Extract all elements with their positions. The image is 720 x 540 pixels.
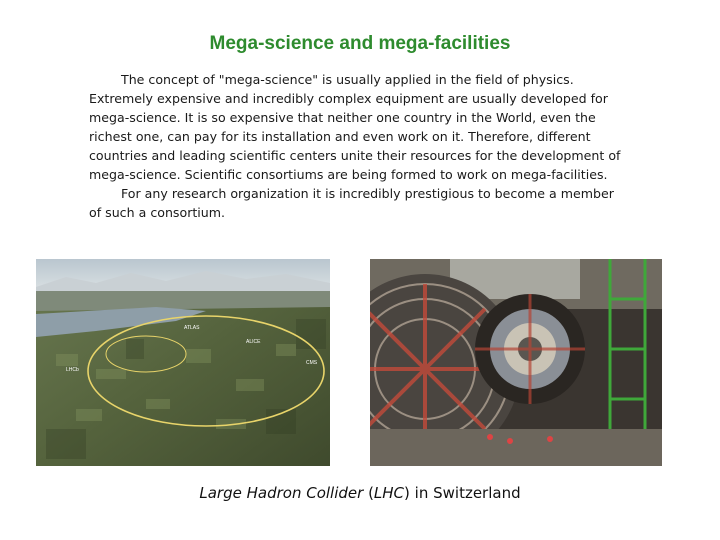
caption-abbr: LHC (373, 484, 405, 502)
image-caption (0, 484, 720, 502)
slide-title: Mega-science and mega-facilities (209, 33, 511, 54)
detector-photo-graphic (370, 259, 662, 466)
caption-italic: Large Hadron Collider (199, 484, 364, 502)
aerial-lhc-image (36, 259, 330, 466)
paragraph-2: For any research organization it is incredibly prestigious to become a member of such a consortium. (89, 186, 614, 220)
body-text (89, 70, 621, 222)
caption-open-paren: ( (363, 484, 374, 502)
aerial-photo-graphic (36, 259, 330, 466)
ring-label-atlas: ATLAS (184, 325, 200, 331)
paragraph-1: The concept of "mega-science" is usually applied in the field of physics. Extremely expensive and incredibly complex equipment are usually developed for mega-science. It is so expensive that neither one country in the World, even the richest one, can pay for its installation and even work on it. Therefore, different countries and leading scientific centers unite their resources for the development of mega-science. Scientific consortiums are being formed to work on mega-facilities. (89, 72, 621, 182)
ring-label-lhcb: LHCb (66, 367, 79, 373)
ring-label-alice: ALICE (246, 339, 261, 345)
detector-image (370, 259, 662, 466)
caption-rest: ) in Switzerland (404, 484, 521, 502)
ring-label-cms: CMS (306, 360, 318, 366)
